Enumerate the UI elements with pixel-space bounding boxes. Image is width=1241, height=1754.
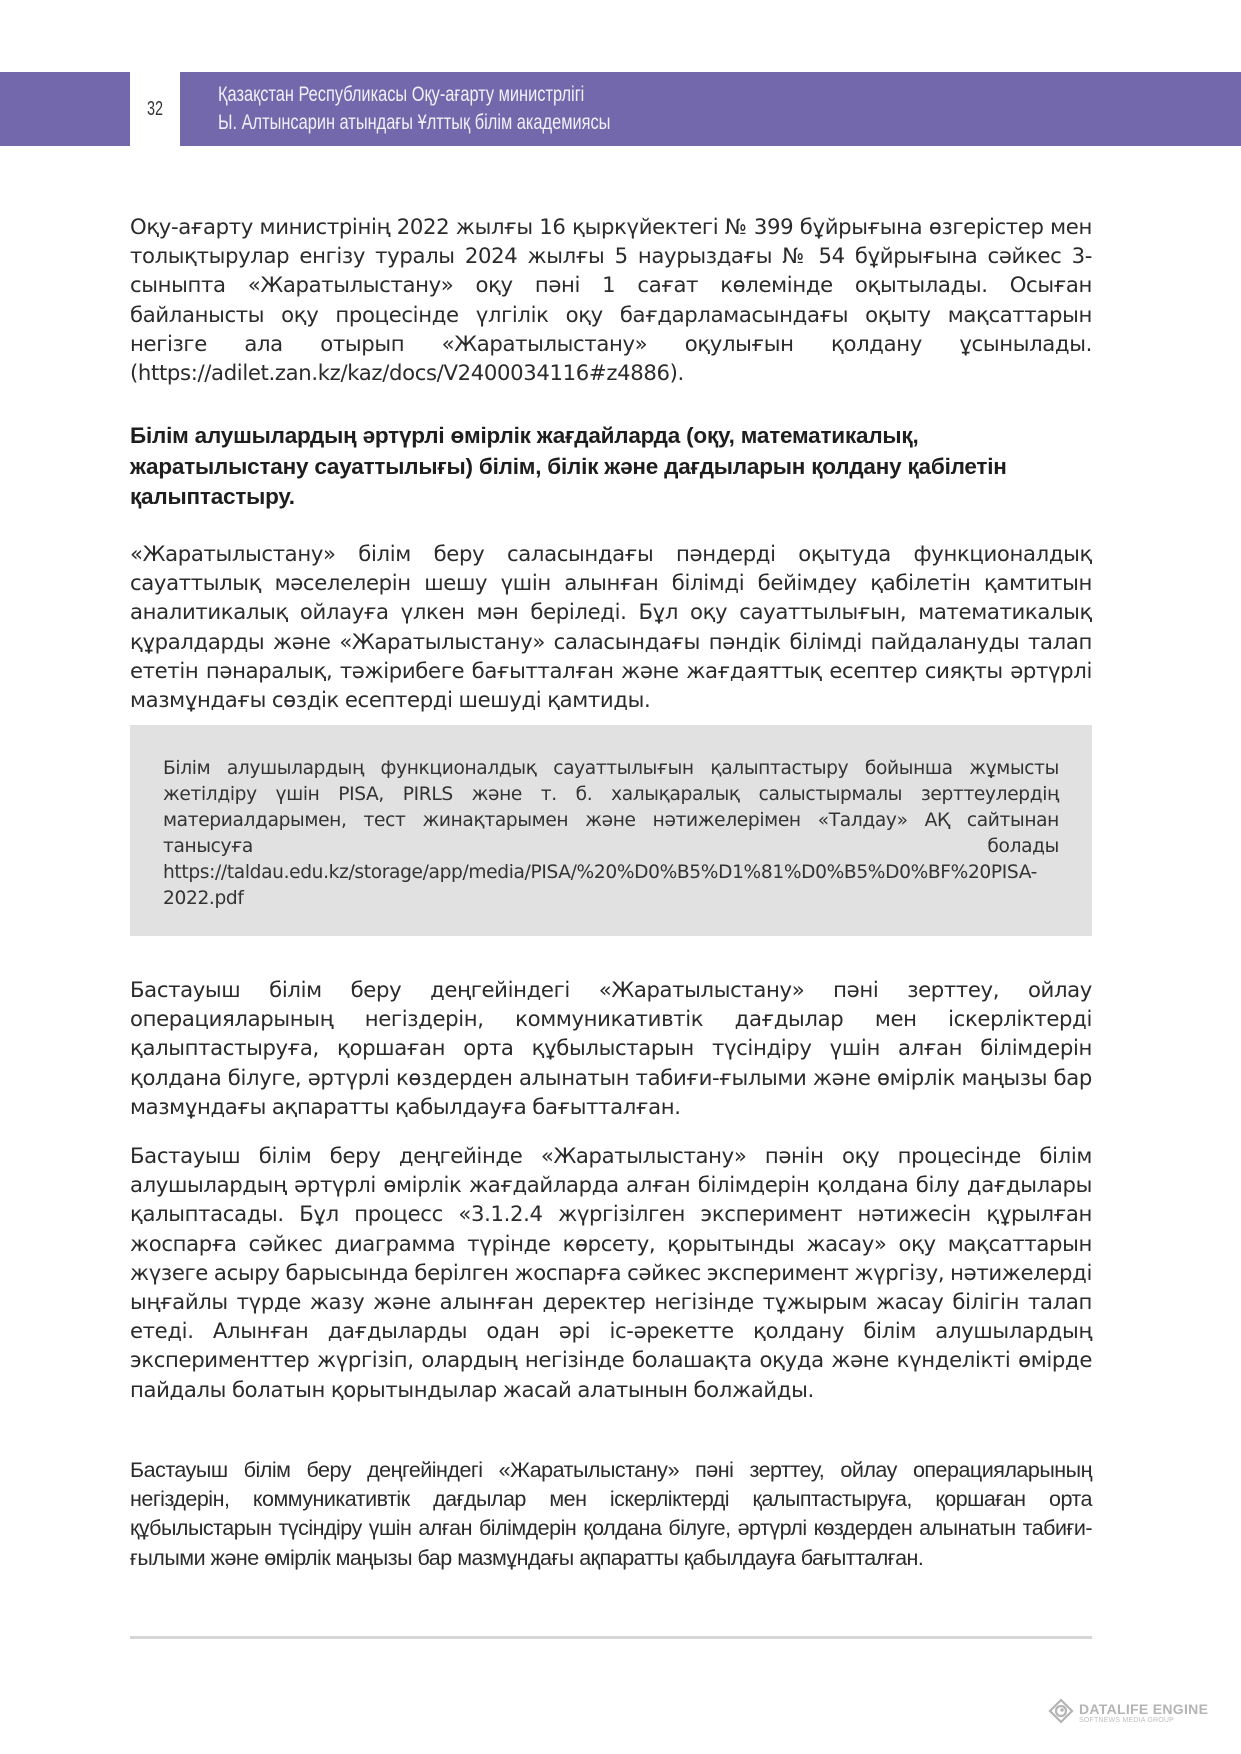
watermark-title: DATALIFE ENGINE	[1079, 1700, 1209, 1717]
paragraph-block-3	[130, 975, 1092, 1121]
footer-divider	[130, 1636, 1092, 1639]
callout-text: Білім алушылардың функционалдық сауаттылығын қалыптастыру бойынша жұмысты жетілдіру үшін PISA, PIRLS және т. б. халықаралық салыстырмалы зерттеулердің материалдарымен, тест жинақтарымен және нәтижелерімен «Талдау» АҚ сайтынан танысуға болады https://taldau.edu.kz/storage/app/media/PISA/%20%D0%B5%D1%81%D0%B5%D0%BF%20PISA-2022.pdf	[163, 758, 1059, 909]
paragraph-block-1	[130, 212, 1092, 387]
paragraph-block-2	[130, 539, 1092, 714]
watermark-subtitle: SOFTNEWS MEDIA GROUP	[1079, 1716, 1175, 1724]
paragraph-primary-level-repeat: Бастауыш білім беру деңгейіндегі «Жаратылыстану» пәні зерттеу, ойлау операцияларының негіздерін, коммуникативтік дағдылар мен іскерліктерді қалыптастыруға, қоршаған орта құбылыстарын түсіндіру үшін алған білімдерін қолдана білуге, әртүрлі көздерден алынатын табиғи-ғылыми және өмірлік маңызы бар мазмұндағы ақпаратты қабылдауға бағытталған.	[130, 1458, 1092, 1570]
page-number: 32	[146, 98, 164, 120]
paragraph-block-5	[130, 1456, 1092, 1573]
header-title	[218, 81, 610, 137]
header-academy: Ы. Алтынсарин атындағы Ұлттық білім академиясы	[218, 111, 611, 134]
paragraph-ministry-order: Оқу-ағарту министрінің 2022 жылғы 16 қыркүйектегі № 399 бұйрығына өзгерістер мен толықтырулар енгізу туралы 2024 жылғы 5 наурыздағы № 54 бұйрығына сәйкес 3-сыныпта «Жаратылыстану» оқу пәні 1 сағат көлемінде оқытылады. Осыған байланысты оқу процесінде үлгілік оқу бағдарламасындағы оқыту мақсаттарын негізге ала отырып «Жаратылыстану» оқулығын қолдану ұсынылады. (https://adilet.zan.kz/kaz/docs/V2400034116#z4886).	[130, 214, 1092, 386]
header-ministry: Қазақстан Республикасы Оқу-ағарту министрлігі	[218, 83, 585, 106]
paragraph-experiment-skills: Бастауыш білім беру деңгейінде «Жаратылыстану» пәнін оқу процесінде білім алушылардың әртүрлі өмірлік жағдайларда алған білімдерін қолдана білу дағдылары қалыптасады. Бұл процесс «3.1.2.4 жүргізілген эксперимент нәтижесін құрылған жоспарға сәйкес диаграмма түрінде көрсету, қорытынды жасау» оқу мақсаттарын жүзеге асыру барысында берілген жоспарға сәйкес эксперимент жүргізу, нәтижелерді ыңғайлы түрде жазу және алынған деректер негізінде тұжырым жасау білігін талап етеді. Алынған дағдыларды одан әрі іс-әрекетте қолдану білім алушылардың эксперименттер жүргізіп, олардың негізінде болашақта оқуда және күнделікті өмірде пайдалы болатын қорытындылар жасай алатынын болжайды.	[130, 1143, 1092, 1402]
callout-box	[130, 725, 1092, 936]
paragraph-functional-literacy: «Жаратылыстану» білім беру саласындағы пәндерді оқытуда функционалдық сауаттылық мәселелерін шешу үшін алынған білімді бейімдеу қабілетін қамтитын аналитикалық ойлауға үлкен мән беріледі. Бұл оқу сауаттылығын, математикалық құралдарды және «Жаратылыстану» саласындағы пәндік білімді пайдалануды талап ететін пәнаралық, тәжірибеге бағытталған және жағдаяттық есептер сияқты әртүрлі мазмұндағы сөздік есептерді шешуді қамтиды.	[130, 541, 1092, 713]
section-heading: Білім алушылардың әртүрлі өмірлік жағдайларда (оқу, математикалық, жаратылыстану сауаттылығы) білім, білік және дағдыларын қолдану қабілетін қалыптастыру.	[130, 423, 1007, 509]
header-bar	[180, 72, 1241, 146]
paragraph-primary-level: Бастауыш білім беру деңгейіндегі «Жаратылыстану» пәні зерттеу, ойлау операцияларының негіздерін, коммуникативтік дағдылар мен іскерліктерді қалыптастыруға, қоршаған орта құбылыстарын түсіндіру үшін алған білімдерін қолдана білуге, әртүрлі көздерден алынатын табиғи-ғылыми және өмірлік маңызы бар мазмұндағы ақпаратты қабылдауға бағытталған.	[130, 977, 1092, 1119]
watermark	[1048, 1698, 1208, 1728]
datalife-eye-icon	[1048, 1698, 1074, 1728]
header-left-block	[0, 72, 130, 146]
section-heading-block	[130, 421, 1092, 513]
paragraph-block-4	[130, 1141, 1092, 1404]
